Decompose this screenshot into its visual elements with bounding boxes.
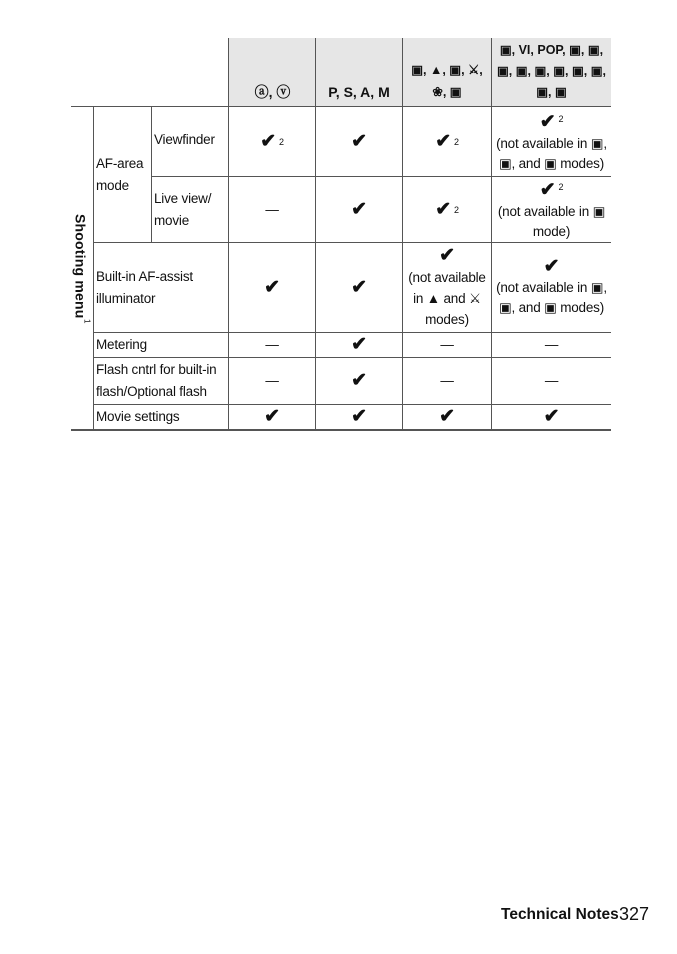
cell-afassist-psam (316, 243, 402, 332)
header-psam-modes (316, 38, 402, 107)
cell-metering-psam (316, 333, 402, 357)
row-label-text: Flash cntrl for built-in flash/Optional flash (96, 362, 217, 399)
row-label-text: Viewfinder (154, 132, 215, 147)
header-psam-label: P, S, A, M (328, 84, 390, 100)
footer-section-title: Technical Notes (501, 906, 619, 923)
dash-mark: — (265, 201, 279, 217)
cell-liveview-auto (229, 177, 315, 242)
side-label-text: Shooting menu (72, 214, 89, 319)
cell-movie-psam (316, 405, 402, 429)
dash-mark: — (440, 337, 454, 352)
cell-note: (not available in ▣ mode) (497, 203, 606, 239)
cell-liveview-psam (316, 177, 402, 242)
checkmark-icon: ✔ (543, 256, 560, 277)
row-label-text: Built-in AF-assist illuminator (96, 268, 193, 306)
checkmark-icon: ✔ (264, 276, 280, 298)
side-label-shooting-menu (71, 108, 93, 430)
cell-movie-auto (229, 405, 315, 429)
cell-movie-effects (492, 405, 611, 429)
header-effects-modes (492, 38, 611, 107)
page-number: 327 (619, 904, 650, 924)
checkmark-icon: ✔ (264, 406, 280, 427)
header-auto-modes (229, 38, 316, 107)
header-scene-modes (402, 38, 492, 107)
row-metering-label (93, 333, 228, 357)
cell-viewfinder-effects (492, 107, 611, 176)
cell-afassist-auto (229, 243, 315, 332)
footnote-ref: 2 (453, 204, 459, 215)
header-scene-label: ▣, ▲, ▣, ⚔, ❀, ▣ (411, 63, 483, 99)
checkmark-icon: ✔ (351, 130, 367, 152)
cell-viewfinder-auto (229, 107, 315, 176)
header-auto-modes-label: ⓐ, ⓥ (254, 84, 291, 100)
header-effects-label: ▣, VI, POP, ▣, ▣, ▣, ▣, ▣, ▣, ▣, ▣, ▣, ▣ (496, 43, 607, 99)
dash-mark: — (544, 373, 559, 388)
cell-note: (not available in ▣, ▣, and ▣ modes) (496, 135, 607, 171)
checkmark-icon: ✔ (351, 334, 367, 355)
cell-flash-psam (316, 358, 402, 404)
cell-viewfinder-psam (316, 107, 402, 176)
checkmark-icon: ✔ (435, 198, 451, 220)
dash-mark: — (544, 337, 559, 352)
cell-movie-scene (403, 405, 491, 429)
cell-liveview-effects (492, 177, 611, 242)
checkmark-icon: ✔ (351, 198, 367, 220)
checkmark-icon: ✔ (260, 130, 276, 152)
cell-liveview-scene (403, 177, 491, 242)
footnote-ref: 2 (278, 136, 284, 147)
cell-note: (not available in ▲ and ⚔ modes) (408, 269, 486, 327)
dash-mark: — (265, 373, 279, 388)
checkmark-icon: ✔ (539, 179, 556, 201)
row-label-text: Metering (96, 337, 147, 352)
row-af-assist-label (93, 243, 228, 332)
cell-afassist-scene (403, 243, 491, 332)
rule-table-bottom (71, 429, 611, 431)
side-label-footnote: 1 (82, 318, 92, 324)
row-label-text: Movie settings (96, 409, 180, 424)
group-af-area-label: AF-area mode (96, 156, 144, 193)
cell-viewfinder-scene (403, 107, 491, 176)
cell-afassist-effects (492, 243, 611, 332)
group-af-area-mode (93, 140, 151, 210)
cell-metering-effects (492, 333, 611, 357)
row-movie-settings-label (93, 405, 228, 429)
checkmark-icon: ✔ (351, 276, 367, 298)
footnote-ref: 2 (558, 182, 564, 193)
row-live-view-label (151, 177, 228, 242)
cell-flash-effects (492, 358, 611, 404)
cell-note: (not available in ▣, ▣, and ▣ modes) (496, 280, 607, 315)
checkmark-icon: ✔ (351, 370, 367, 391)
cell-flash-scene (403, 358, 491, 404)
row-label-text: Live view/ movie (154, 190, 212, 228)
checkmark-icon: ✔ (543, 406, 560, 427)
footnote-ref: 2 (453, 136, 459, 147)
row-flash-cntrl-label (93, 358, 228, 404)
checkmark-icon: ✔ (539, 111, 556, 133)
footnote-ref: 2 (558, 114, 564, 125)
cell-flash-auto (229, 358, 315, 404)
dash-mark: — (440, 373, 454, 388)
row-viewfinder-label (151, 107, 228, 176)
checkmark-icon: ✔ (439, 406, 455, 427)
cell-metering-scene (403, 333, 491, 357)
checkmark-icon: ✔ (351, 406, 367, 427)
checkmark-icon: ✔ (435, 130, 451, 152)
cell-metering-auto (229, 333, 315, 357)
dash-mark: — (265, 337, 279, 352)
checkmark-icon: ✔ (439, 244, 455, 266)
